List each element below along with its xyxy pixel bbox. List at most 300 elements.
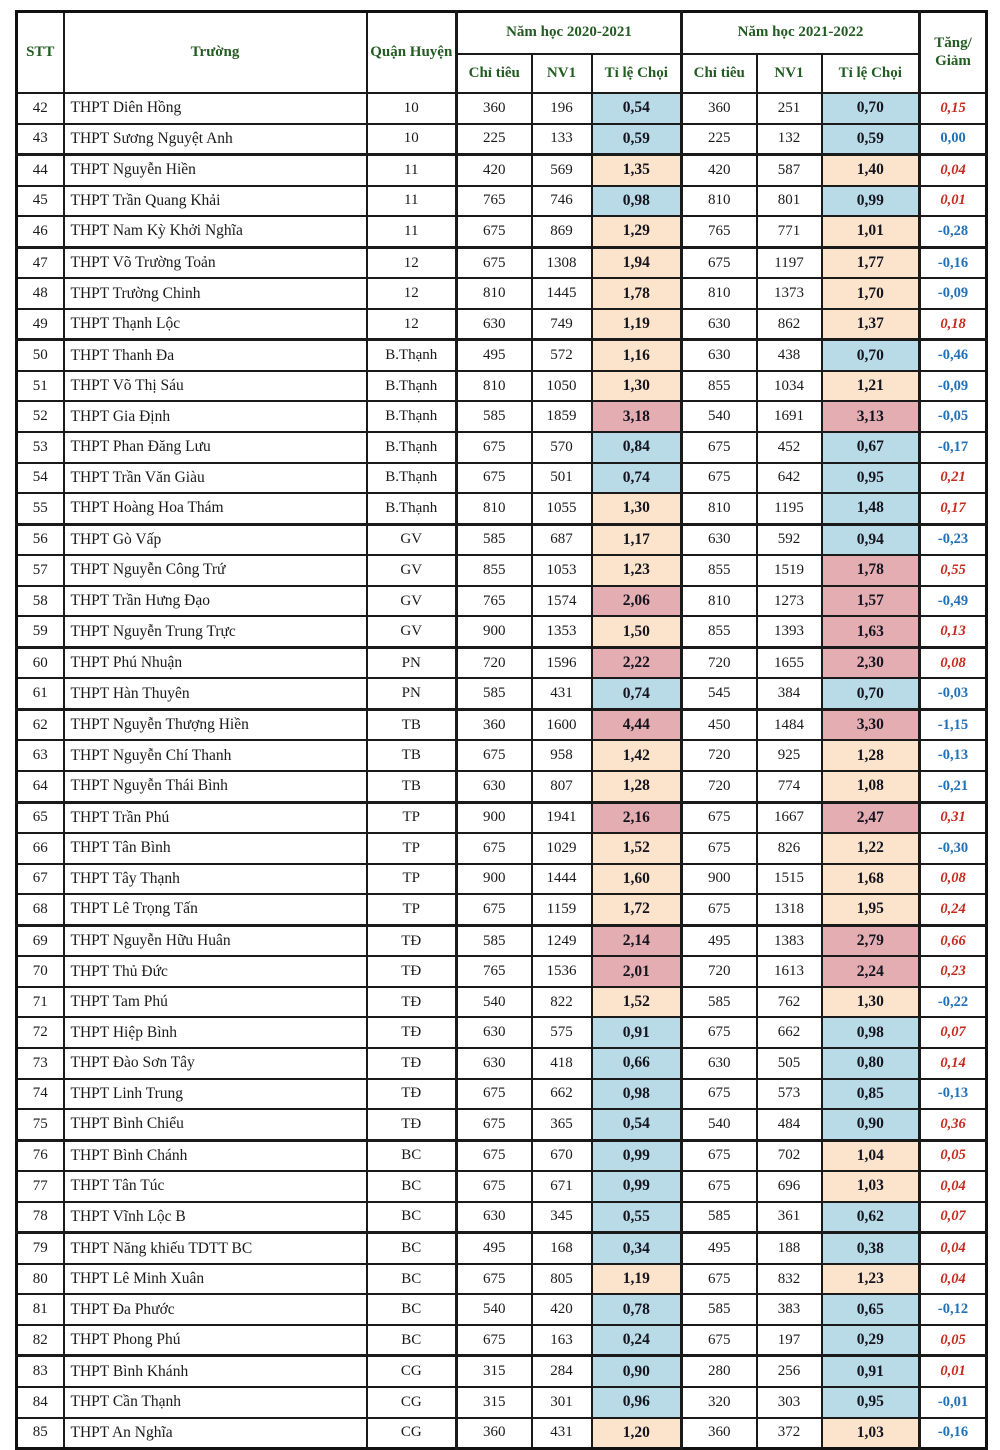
target-2021-cell: 720: [682, 771, 757, 802]
ratio-2021-cell: 0,91: [822, 1356, 920, 1387]
school-cell: THPT Tam Phú: [64, 987, 367, 1018]
ratio-2021-cell: 2,24: [822, 956, 920, 987]
stt-cell: 48: [17, 278, 64, 309]
stt-cell: 83: [17, 1356, 64, 1387]
stt-cell: 74: [17, 1079, 64, 1110]
change-cell: 0,04: [920, 1264, 987, 1295]
target-2020-cell: 585: [457, 925, 532, 956]
stt-cell: 45: [17, 186, 64, 217]
nv1-2020-cell: 1600: [532, 709, 592, 740]
table-body: [17, 93, 987, 1449]
school-cell: THPT Gò Vấp: [64, 524, 367, 555]
nv1-2020-cell: 1445: [532, 278, 592, 309]
nv1-2020-cell: 420: [532, 1294, 592, 1325]
admission-ratio-table: [15, 10, 988, 1450]
stt-cell: 54: [17, 463, 64, 494]
target-2020-cell: 810: [457, 371, 532, 402]
nv1-2020-cell: 822: [532, 987, 592, 1018]
stt-cell: 68: [17, 894, 64, 925]
school-cell: THPT Nguyễn Chí Thanh: [64, 740, 367, 771]
ratio-2020-cell: 0,66: [592, 1048, 682, 1079]
district-cell: B.Thạnh: [367, 463, 457, 494]
change-cell: -0,21: [920, 771, 987, 802]
ratio-2020-cell: 2,14: [592, 925, 682, 956]
header-ratio-2020: Tỉ lệ Chọi: [592, 54, 682, 93]
district-cell: TB: [367, 740, 457, 771]
table-row: [17, 278, 987, 309]
school-cell: THPT Tây Thạnh: [64, 864, 367, 895]
stt-cell: 84: [17, 1387, 64, 1418]
target-2020-cell: 630: [457, 309, 532, 340]
target-2021-cell: 225: [682, 124, 757, 155]
nv1-2020-cell: 572: [532, 340, 592, 371]
table-row: [17, 894, 987, 925]
nv1-2020-cell: 133: [532, 124, 592, 155]
school-cell: THPT Lê Trọng Tấn: [64, 894, 367, 925]
ratio-2021-cell: 1,37: [822, 309, 920, 340]
target-2021-cell: 675: [682, 1171, 757, 1202]
nv1-2021-cell: 384: [757, 678, 822, 709]
table-row: [17, 1048, 987, 1079]
target-2020-cell: 675: [457, 740, 532, 771]
change-cell: -0,13: [920, 1079, 987, 1110]
district-cell: TĐ: [367, 1017, 457, 1048]
stt-cell: 85: [17, 1418, 64, 1449]
district-cell: BC: [367, 1264, 457, 1295]
change-cell: 0,05: [920, 1140, 987, 1171]
table-row: [17, 1294, 987, 1325]
nv1-2020-cell: 1055: [532, 493, 592, 524]
change-cell: -0,30: [920, 833, 987, 864]
stt-cell: 70: [17, 956, 64, 987]
school-cell: THPT Diên Hồng: [64, 93, 367, 124]
ratio-2021-cell: 1,40: [822, 155, 920, 186]
stt-cell: 72: [17, 1017, 64, 1048]
ratio-2020-cell: 4,44: [592, 709, 682, 740]
nv1-2020-cell: 1308: [532, 247, 592, 278]
district-cell: PN: [367, 678, 457, 709]
target-2021-cell: 585: [682, 987, 757, 1018]
ratio-2021-cell: 0,67: [822, 432, 920, 463]
nv1-2021-cell: 573: [757, 1079, 822, 1110]
district-cell: TP: [367, 864, 457, 895]
ratio-2021-cell: 0,95: [822, 463, 920, 494]
district-cell: TĐ: [367, 1079, 457, 1110]
table-row: [17, 740, 987, 771]
school-cell: THPT Thủ Đức: [64, 956, 367, 987]
change-cell: 0,13: [920, 616, 987, 647]
target-2021-cell: 675: [682, 247, 757, 278]
table-row: [17, 925, 987, 956]
target-2020-cell: 630: [457, 771, 532, 802]
district-cell: 11: [367, 186, 457, 217]
change-cell: 0,08: [920, 647, 987, 678]
nv1-2021-cell: 642: [757, 463, 822, 494]
stt-cell: 51: [17, 371, 64, 402]
nv1-2020-cell: 1596: [532, 647, 592, 678]
nv1-2020-cell: 671: [532, 1171, 592, 1202]
nv1-2021-cell: 1273: [757, 586, 822, 617]
table-row: [17, 401, 987, 432]
target-2020-cell: 360: [457, 709, 532, 740]
nv1-2020-cell: 345: [532, 1202, 592, 1233]
school-cell: THPT Phong Phú: [64, 1325, 367, 1356]
target-2021-cell: 585: [682, 1202, 757, 1233]
school-cell: THPT Nguyễn Thượng Hiền: [64, 709, 367, 740]
district-cell: B.Thạnh: [367, 340, 457, 371]
nv1-2020-cell: 662: [532, 1079, 592, 1110]
ratio-2020-cell: 0,99: [592, 1140, 682, 1171]
target-2020-cell: 675: [457, 432, 532, 463]
nv1-2020-cell: 569: [532, 155, 592, 186]
target-2020-cell: 540: [457, 987, 532, 1018]
stt-cell: 58: [17, 586, 64, 617]
stt-cell: 80: [17, 1264, 64, 1295]
district-cell: TĐ: [367, 1109, 457, 1140]
school-cell: THPT Gia Định: [64, 401, 367, 432]
school-cell: THPT Hàn Thuyên: [64, 678, 367, 709]
target-2020-cell: 630: [457, 1048, 532, 1079]
ratio-2021-cell: 1,48: [822, 493, 920, 524]
ratio-2021-cell: 1,01: [822, 216, 920, 247]
district-cell: BC: [367, 1171, 457, 1202]
target-2020-cell: 675: [457, 833, 532, 864]
district-cell: TĐ: [367, 987, 457, 1018]
school-cell: THPT Thạnh Lộc: [64, 309, 367, 340]
nv1-2021-cell: 1519: [757, 555, 822, 586]
change-cell: -0,49: [920, 586, 987, 617]
admission-ratio-table-sheet: [15, 10, 985, 1450]
nv1-2021-cell: 587: [757, 155, 822, 186]
nv1-2020-cell: 670: [532, 1140, 592, 1171]
target-2021-cell: 630: [682, 524, 757, 555]
district-cell: BC: [367, 1140, 457, 1171]
change-cell: 0,31: [920, 802, 987, 833]
school-cell: THPT Lê Minh Xuân: [64, 1264, 367, 1295]
header-nv1-2021: NV1: [757, 54, 822, 93]
table-row: [17, 616, 987, 647]
target-2021-cell: 540: [682, 401, 757, 432]
nv1-2021-cell: 1195: [757, 493, 822, 524]
target-2020-cell: 675: [457, 216, 532, 247]
stt-cell: 73: [17, 1048, 64, 1079]
district-cell: PN: [367, 647, 457, 678]
target-2021-cell: 675: [682, 432, 757, 463]
nv1-2020-cell: 749: [532, 309, 592, 340]
target-2020-cell: 675: [457, 1264, 532, 1295]
nv1-2021-cell: 1667: [757, 802, 822, 833]
change-cell: 0,04: [920, 155, 987, 186]
nv1-2021-cell: 1373: [757, 278, 822, 309]
change-cell: -0,05: [920, 401, 987, 432]
target-2021-cell: 585: [682, 1294, 757, 1325]
district-cell: CG: [367, 1418, 457, 1449]
target-2020-cell: 675: [457, 247, 532, 278]
ratio-2021-cell: 3,13: [822, 401, 920, 432]
target-2021-cell: 810: [682, 278, 757, 309]
target-2020-cell: 315: [457, 1356, 532, 1387]
target-2020-cell: 900: [457, 616, 532, 647]
district-cell: CG: [367, 1387, 457, 1418]
table-row: [17, 956, 987, 987]
target-2021-cell: 675: [682, 894, 757, 925]
ratio-2020-cell: 1,52: [592, 987, 682, 1018]
ratio-2020-cell: 0,54: [592, 93, 682, 124]
ratio-2020-cell: 0,24: [592, 1325, 682, 1356]
change-cell: 0,14: [920, 1048, 987, 1079]
nv1-2021-cell: 256: [757, 1356, 822, 1387]
target-2020-cell: 585: [457, 678, 532, 709]
nv1-2020-cell: 431: [532, 678, 592, 709]
school-cell: THPT Thanh Đa: [64, 340, 367, 371]
district-cell: 12: [367, 309, 457, 340]
change-cell: 0,07: [920, 1202, 987, 1233]
target-2020-cell: 630: [457, 1017, 532, 1048]
target-2020-cell: 420: [457, 155, 532, 186]
ratio-2021-cell: 1,08: [822, 771, 920, 802]
stt-cell: 55: [17, 493, 64, 524]
nv1-2020-cell: 501: [532, 463, 592, 494]
header-year-2021-2022: Năm học 2021-2022: [682, 12, 920, 55]
school-cell: THPT Cần Thạnh: [64, 1387, 367, 1418]
nv1-2021-cell: 801: [757, 186, 822, 217]
district-cell: GV: [367, 524, 457, 555]
school-cell: THPT Vĩnh Lộc B: [64, 1202, 367, 1233]
school-cell: THPT Nguyễn Thái Bình: [64, 771, 367, 802]
stt-cell: 81: [17, 1294, 64, 1325]
target-2020-cell: 495: [457, 340, 532, 371]
header-year-2020-2021: Năm học 2020-2021: [457, 12, 682, 55]
table-row: [17, 155, 987, 186]
target-2021-cell: 630: [682, 309, 757, 340]
target-2021-cell: 675: [682, 1264, 757, 1295]
stt-cell: 79: [17, 1233, 64, 1264]
nv1-2020-cell: 1536: [532, 956, 592, 987]
ratio-2021-cell: 1,78: [822, 555, 920, 586]
target-2021-cell: 675: [682, 1017, 757, 1048]
nv1-2021-cell: 251: [757, 93, 822, 124]
nv1-2021-cell: 702: [757, 1140, 822, 1171]
target-2020-cell: 855: [457, 555, 532, 586]
ratio-2021-cell: 1,68: [822, 864, 920, 895]
table-row: [17, 771, 987, 802]
nv1-2021-cell: 1197: [757, 247, 822, 278]
nv1-2021-cell: 826: [757, 833, 822, 864]
district-cell: BC: [367, 1325, 457, 1356]
school-cell: THPT Nguyễn Hữu Huân: [64, 925, 367, 956]
ratio-2021-cell: 0,29: [822, 1325, 920, 1356]
target-2021-cell: 720: [682, 647, 757, 678]
nv1-2021-cell: 925: [757, 740, 822, 771]
ratio-2020-cell: 0,54: [592, 1109, 682, 1140]
ratio-2020-cell: 2,22: [592, 647, 682, 678]
nv1-2021-cell: 303: [757, 1387, 822, 1418]
nv1-2020-cell: 805: [532, 1264, 592, 1295]
school-cell: THPT Phan Đăng Lưu: [64, 432, 367, 463]
target-2020-cell: 360: [457, 93, 532, 124]
change-cell: 0,01: [920, 186, 987, 217]
table-row: [17, 1418, 987, 1449]
school-cell: THPT Nam Kỳ Khởi Nghĩa: [64, 216, 367, 247]
school-cell: THPT Đào Sơn Tây: [64, 1048, 367, 1079]
target-2021-cell: 720: [682, 956, 757, 987]
stt-cell: 78: [17, 1202, 64, 1233]
school-cell: THPT Bình Chánh: [64, 1140, 367, 1171]
change-cell: 0,36: [920, 1109, 987, 1140]
stt-cell: 63: [17, 740, 64, 771]
change-cell: -0,03: [920, 678, 987, 709]
stt-cell: 46: [17, 216, 64, 247]
nv1-2021-cell: 696: [757, 1171, 822, 1202]
district-cell: CG: [367, 1356, 457, 1387]
table-row: [17, 463, 987, 494]
nv1-2021-cell: 452: [757, 432, 822, 463]
table-row: [17, 1325, 987, 1356]
nv1-2021-cell: 383: [757, 1294, 822, 1325]
table-row: [17, 1202, 987, 1233]
table-row: [17, 340, 987, 371]
target-2021-cell: 675: [682, 463, 757, 494]
ratio-2021-cell: 1,03: [822, 1171, 920, 1202]
target-2021-cell: 675: [682, 802, 757, 833]
target-2020-cell: 630: [457, 1202, 532, 1233]
ratio-2021-cell: 0,70: [822, 678, 920, 709]
target-2020-cell: 900: [457, 802, 532, 833]
table-row: [17, 1171, 987, 1202]
nv1-2021-cell: 1655: [757, 647, 822, 678]
target-2020-cell: 225: [457, 124, 532, 155]
change-cell: 0,55: [920, 555, 987, 586]
target-2020-cell: 675: [457, 1171, 532, 1202]
school-cell: THPT Sương Nguyệt Anh: [64, 124, 367, 155]
district-cell: TP: [367, 802, 457, 833]
header-district: Quận Huyện: [367, 12, 457, 94]
ratio-2021-cell: 1,63: [822, 616, 920, 647]
ratio-2021-cell: 1,22: [822, 833, 920, 864]
target-2021-cell: 675: [682, 1079, 757, 1110]
school-cell: THPT Đa Phước: [64, 1294, 367, 1325]
ratio-2021-cell: 0,59: [822, 124, 920, 155]
stt-cell: 60: [17, 647, 64, 678]
target-2021-cell: 630: [682, 340, 757, 371]
stt-cell: 44: [17, 155, 64, 186]
nv1-2021-cell: 361: [757, 1202, 822, 1233]
district-cell: TB: [367, 771, 457, 802]
stt-cell: 53: [17, 432, 64, 463]
target-2020-cell: 675: [457, 1079, 532, 1110]
change-cell: 0,17: [920, 493, 987, 524]
nv1-2020-cell: 163: [532, 1325, 592, 1356]
ratio-2020-cell: 1,60: [592, 864, 682, 895]
district-cell: 10: [367, 124, 457, 155]
change-cell: 0,05: [920, 1325, 987, 1356]
nv1-2021-cell: 372: [757, 1418, 822, 1449]
nv1-2020-cell: 1053: [532, 555, 592, 586]
change-cell: 0,01: [920, 1356, 987, 1387]
ratio-2020-cell: 0,78: [592, 1294, 682, 1325]
header-ratio-2021: Tỉ lệ Chọi: [822, 54, 920, 93]
ratio-2020-cell: 0,74: [592, 678, 682, 709]
nv1-2020-cell: 365: [532, 1109, 592, 1140]
change-cell: 0,08: [920, 864, 987, 895]
table-row: [17, 1109, 987, 1140]
ratio-2020-cell: 0,91: [592, 1017, 682, 1048]
table-row: [17, 1140, 987, 1171]
ratio-2020-cell: 1,35: [592, 155, 682, 186]
change-cell: -0,09: [920, 278, 987, 309]
nv1-2021-cell: 484: [757, 1109, 822, 1140]
school-cell: THPT Nguyễn Trung Trực: [64, 616, 367, 647]
table-row: [17, 93, 987, 124]
ratio-2020-cell: 2,06: [592, 586, 682, 617]
nv1-2020-cell: 301: [532, 1387, 592, 1418]
nv1-2020-cell: 1444: [532, 864, 592, 895]
table-row: [17, 1233, 987, 1264]
target-2020-cell: 315: [457, 1387, 532, 1418]
ratio-2020-cell: 1,50: [592, 616, 682, 647]
nv1-2020-cell: 1353: [532, 616, 592, 647]
nv1-2020-cell: 687: [532, 524, 592, 555]
header-nv1-2020: NV1: [532, 54, 592, 93]
change-cell: 0,04: [920, 1233, 987, 1264]
target-2020-cell: 675: [457, 1109, 532, 1140]
table-row: [17, 802, 987, 833]
ratio-2021-cell: 1,03: [822, 1418, 920, 1449]
target-2021-cell: 450: [682, 709, 757, 740]
change-cell: 0,15: [920, 93, 987, 124]
nv1-2021-cell: 592: [757, 524, 822, 555]
table-row: [17, 864, 987, 895]
school-cell: THPT Năng khiếu TDTT BC: [64, 1233, 367, 1264]
school-cell: THPT Võ Thị Sáu: [64, 371, 367, 402]
ratio-2021-cell: 1,21: [822, 371, 920, 402]
ratio-2020-cell: 1,72: [592, 894, 682, 925]
ratio-2020-cell: 0,98: [592, 186, 682, 217]
nv1-2021-cell: 771: [757, 216, 822, 247]
target-2021-cell: 855: [682, 371, 757, 402]
target-2020-cell: 720: [457, 647, 532, 678]
table-row: [17, 493, 987, 524]
change-cell: -0,17: [920, 432, 987, 463]
ratio-2021-cell: 2,79: [822, 925, 920, 956]
nv1-2021-cell: 662: [757, 1017, 822, 1048]
nv1-2021-cell: 832: [757, 1264, 822, 1295]
table-row: [17, 186, 987, 217]
change-cell: -0,16: [920, 1418, 987, 1449]
district-cell: B.Thạnh: [367, 432, 457, 463]
table-row: [17, 216, 987, 247]
table-row: [17, 1017, 987, 1048]
nv1-2021-cell: 1515: [757, 864, 822, 895]
school-cell: THPT Tân Bình: [64, 833, 367, 864]
header-target-2021: Chỉ tiêu: [682, 54, 757, 93]
ratio-2020-cell: 1,42: [592, 740, 682, 771]
table-row: [17, 124, 987, 155]
stt-cell: 66: [17, 833, 64, 864]
nv1-2020-cell: 958: [532, 740, 592, 771]
ratio-2021-cell: 0,38: [822, 1233, 920, 1264]
table-row: [17, 1079, 987, 1110]
table-row: [17, 524, 987, 555]
district-cell: TĐ: [367, 925, 457, 956]
district-cell: TP: [367, 833, 457, 864]
nv1-2021-cell: 438: [757, 340, 822, 371]
stt-cell: 43: [17, 124, 64, 155]
nv1-2020-cell: 1159: [532, 894, 592, 925]
nv1-2021-cell: 1034: [757, 371, 822, 402]
stt-cell: 50: [17, 340, 64, 371]
district-cell: B.Thạnh: [367, 493, 457, 524]
